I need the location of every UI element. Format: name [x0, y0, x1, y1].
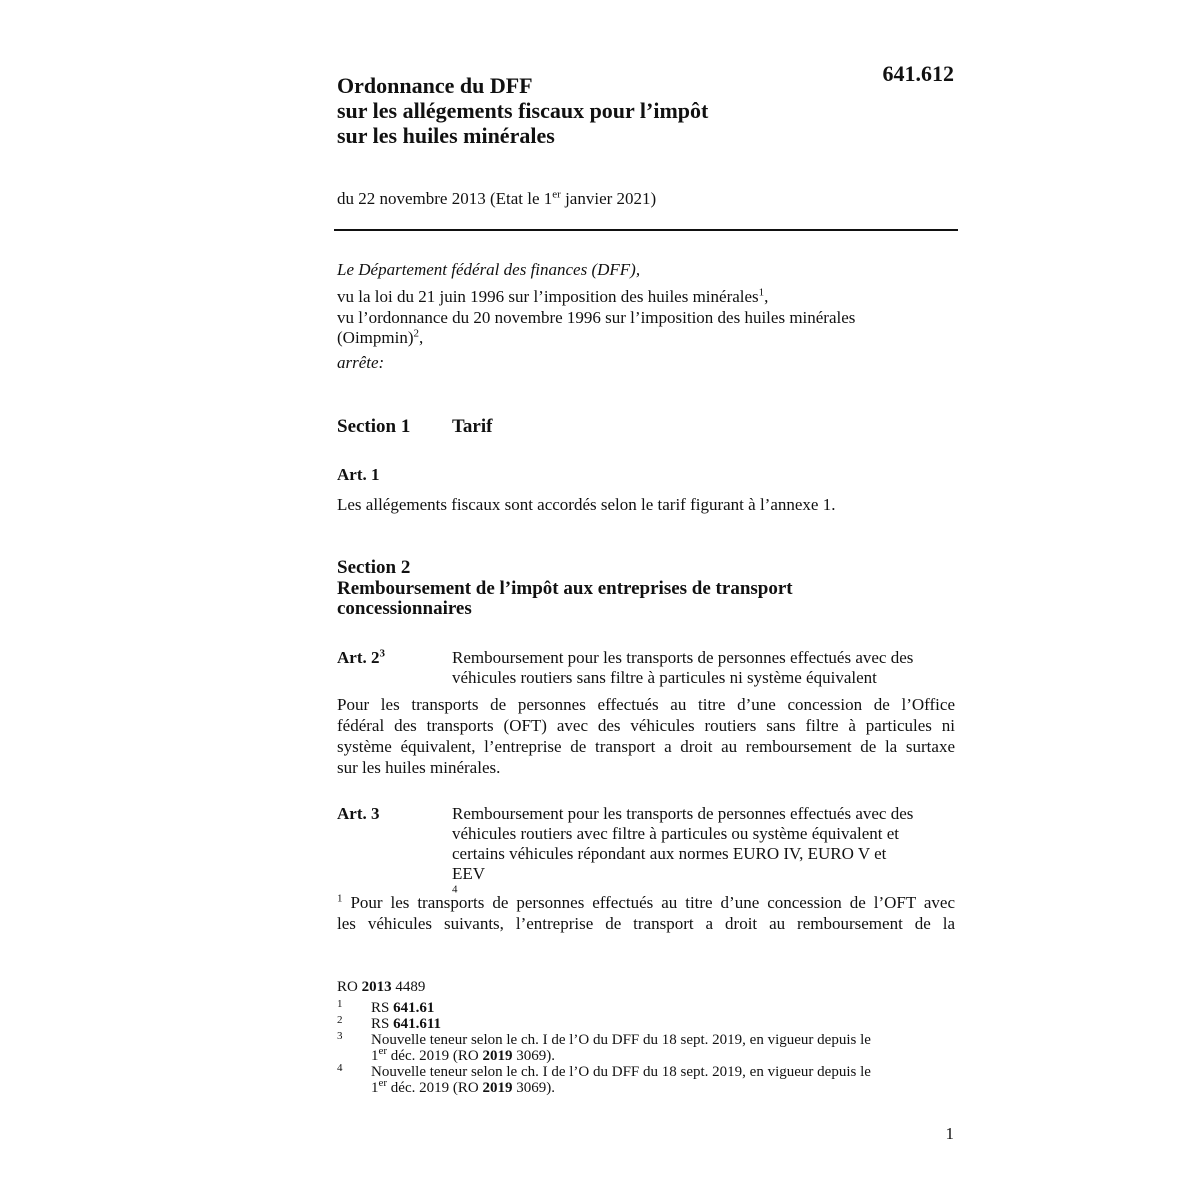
footnote-3-number: 3 [337, 1030, 343, 1042]
footnote-ro-reference [337, 979, 425, 996]
preamble-decree: arrête: [337, 353, 385, 372]
header-divider [334, 229, 958, 231]
article-1-label: Art. 1 [337, 465, 380, 484]
preamble-ref-1-text: vu la loi du 21 juin 1996 sur l’imposition des huiles minérales [337, 287, 759, 306]
title-line-1: Ordonnance du DFF [337, 73, 533, 98]
title-line-3: sur les huiles minérales [337, 123, 555, 148]
footnote-4 [337, 1064, 937, 1096]
footnote-4-l2-bold: 2019 [482, 1080, 513, 1096]
article-2-paragraph [337, 694, 955, 778]
footnote-4-l2-c: 3069). [512, 1080, 555, 1096]
article-2-number: Art. 2 [337, 648, 380, 667]
section-1-label: Section 1 [337, 416, 411, 437]
footnote-3-text [371, 1032, 871, 1064]
section-2-label: Section 2 [337, 557, 411, 578]
article-2-para-line-4: sur les huiles minérales. [337, 758, 501, 777]
footnote-2-number: 2 [337, 1014, 343, 1026]
footnote-ref-1[interactable]: 1 [758, 286, 765, 299]
footnote-4-l2-a: 1 [371, 1080, 379, 1096]
document-number: 641.612 [882, 61, 954, 86]
article-2-label [337, 648, 385, 668]
footnote-1-number: 1 [337, 998, 343, 1010]
article-3-title-line-4-text: EEV [452, 864, 486, 883]
preamble-ref-1 [337, 286, 768, 307]
ro-page: 4489 [391, 979, 426, 995]
section-1-title: Tarif [452, 416, 493, 437]
date-suffix: janvier 2021) [560, 189, 657, 208]
article-2-title [452, 648, 957, 688]
footnote-3-l2-a: 1 [371, 1048, 379, 1064]
article-2-para-line-2: fédéral des transports (OFT) avec des véhicules routiers sans filtre à particules ni [337, 716, 955, 735]
article-3-para-line-1-text: Pour les transports de personnes effectués au titre d’une concession de l’OFT avec [342, 893, 955, 912]
footnote-ref-4[interactable]: 4 [452, 883, 458, 896]
article-2-para-line-3: système équivalent, l’entreprise de transport a droit au remboursement de la surtaxe [337, 737, 955, 756]
preamble-ref-2-line-1: vu l’ordonnance du 20 novembre 1996 sur l’imposition des huiles minérales [337, 308, 856, 327]
preamble-ref-2-text: (Oimpmin) [337, 328, 414, 347]
ro-year: 2013 [361, 979, 392, 995]
footnote-4-text [371, 1064, 871, 1096]
article-3-title-line-2: véhicules routiers avec filtre à particules ou système équivalent et [452, 824, 900, 843]
ro-prefix: RO [337, 979, 362, 995]
footnote-2-prefix: RS [371, 1016, 394, 1032]
article-3-para-line-2: les véhicules suivants, l’entreprise de transport a droit au remboursement de la [337, 914, 955, 933]
date-sup: er [552, 188, 561, 201]
paragraph-number: 1 [337, 892, 343, 905]
article-3-label: Art. 3 [337, 804, 380, 823]
footnote-ref-3[interactable]: 3 [379, 647, 385, 660]
footnote-1-prefix: RS [371, 1000, 394, 1016]
article-1-text: Les allégements fiscaux sont accordés selon le tarif figurant à l’annexe 1. [337, 495, 836, 514]
preamble-ref-2-end: , [419, 328, 424, 347]
article-3-title [452, 804, 957, 904]
preamble-authority: Le Département fédéral des finances (DFF), [337, 260, 641, 279]
footnote-3-l2-b: déc. 2019 (RO [387, 1048, 483, 1064]
article-3-title-line-3: certains véhicules répondant aux normes EURO IV, EURO V et [452, 844, 887, 863]
footnote-3-l2-sup: er [378, 1045, 388, 1057]
article-2-title-line-1: Remboursement pour les transports de personnes effectués avec des [452, 648, 914, 667]
article-3-title-line-1: Remboursement pour les transports de personnes effectués avec des [452, 804, 914, 823]
date-prefix: du 22 novembre 2013 (Etat le 1 [337, 189, 553, 208]
footnote-3-line-1: Nouvelle teneur selon le ch. I de l’O du DFF du 18 sept. 2019, en vigueur depuis le [371, 1032, 871, 1048]
footnote-4-l2-sup: er [378, 1077, 388, 1089]
article-2-para-line-1: Pour les transports de personnes effectués au titre d’une concession de l’Office [337, 695, 955, 714]
footnote-2-text [371, 1016, 441, 1032]
footnote-3 [337, 1032, 937, 1064]
footnote-2-bold: 641.611 [393, 1016, 442, 1032]
section-2-title-line-1: Remboursement de l’impôt aux entreprises de transport [337, 578, 793, 599]
footnote-3-line-2 [371, 1045, 871, 1064]
footnote-4-line-2 [371, 1077, 871, 1096]
footnote-1 [337, 1000, 937, 1016]
document-title [337, 73, 807, 148]
footnote-2 [337, 1016, 937, 1032]
footnote-1-bold: 641.61 [393, 1000, 435, 1016]
footnote-ref-2[interactable]: 2 [413, 327, 419, 340]
footnote-3-l2-c: 3069). [512, 1048, 555, 1064]
preamble-ref-1-end: , [764, 287, 769, 306]
footnote-3-l2-bold: 2019 [482, 1048, 513, 1064]
preamble-ref-2-line-2 [337, 327, 423, 348]
page-number: 1 [945, 1124, 954, 1143]
section-2-title-line-2: concessionnaires [337, 598, 472, 619]
article-3-paragraph [337, 892, 955, 934]
footnote-4-l2-b: déc. 2019 (RO [387, 1080, 483, 1096]
document-date [337, 188, 937, 210]
footnote-4-line-1: Nouvelle teneur selon le ch. I de l’O du DFF du 18 sept. 2019, en vigueur depuis le [371, 1064, 871, 1080]
footnote-1-text [371, 1000, 434, 1016]
title-line-2: sur les allégements fiscaux pour l’impôt [337, 98, 709, 123]
article-2-title-line-2: véhicules routiers sans filtre à particules ni système équivalent [452, 668, 877, 687]
article-3-para-line-1 [337, 892, 955, 913]
footnote-4-number: 4 [337, 1062, 343, 1074]
